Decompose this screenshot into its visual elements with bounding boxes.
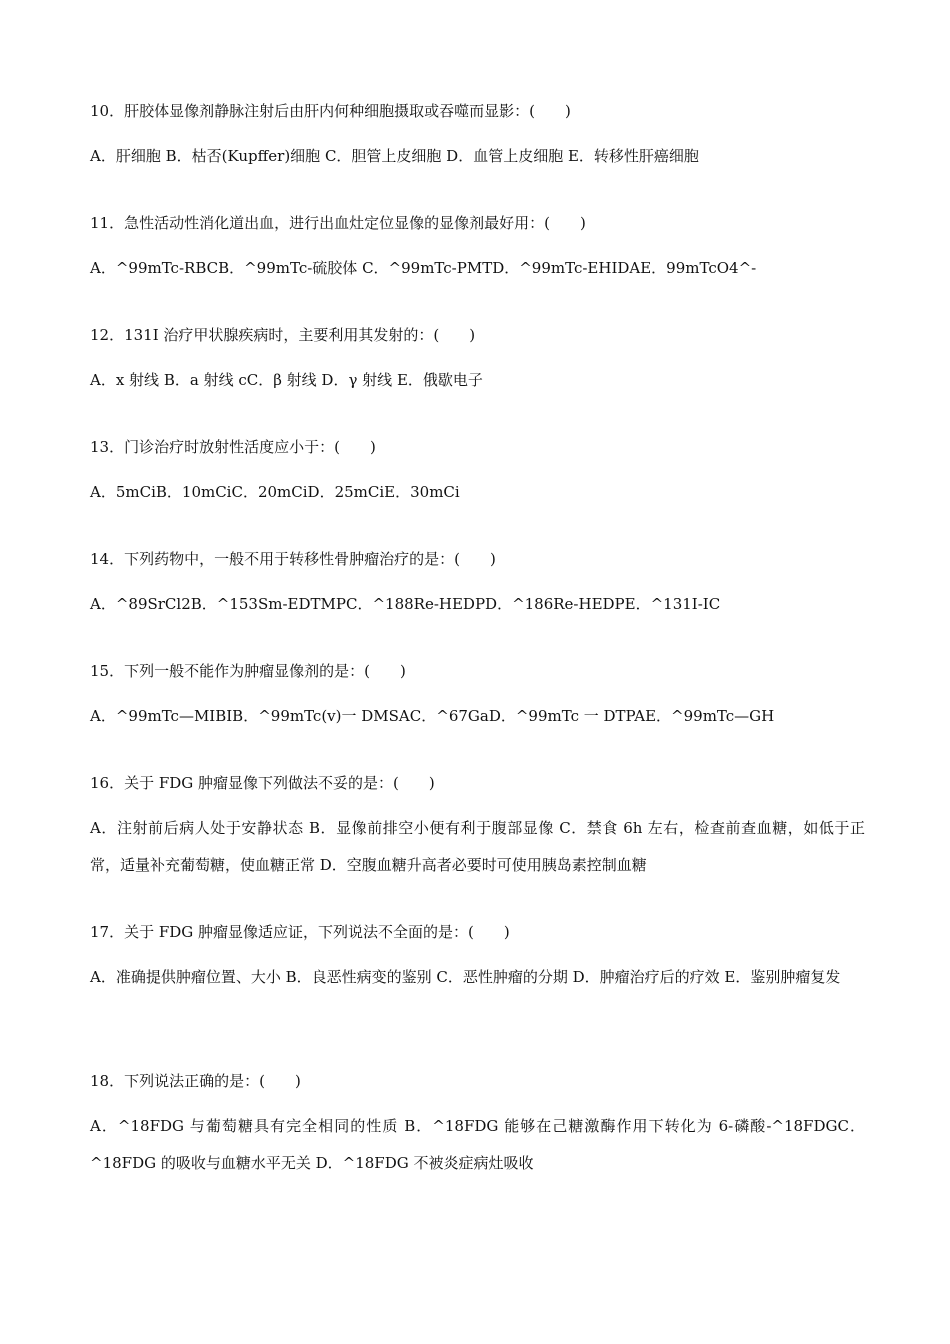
question-options: A．x 射线 B．a 射线 cC．β 射线 D．γ 射线 E．俄歇电子 bbox=[90, 371, 483, 389]
question-10 bbox=[90, 101, 865, 175]
question-stem: 14．下列药物中，一般不用于转移性骨肿瘤治疗的是：( ) bbox=[90, 550, 496, 568]
question-options: A．5mCiB．10mCiC．20mCiD．25mCiE．30mCi bbox=[90, 483, 460, 501]
question-options: A．注射前后病人处于安静状态 B．显像前排空小便有利于腹部显像 C．禁食 6h 左右，检查前查血糖，如低于正常，适量补充葡萄糖，使血糖正常 D．空腹血糖升高者必要时可使用胰岛素控制血糖 bbox=[90, 819, 865, 874]
question-options: A．准确提供肿瘤位置、大小 B．良恶性病变的鉴别 C．恶性肿瘤的分期 D．肿瘤治疗后的疗效 E．鉴别肿瘤复发 bbox=[90, 968, 841, 986]
question-15 bbox=[90, 661, 865, 735]
question-stem: 17．关于 FDG 肿瘤显像适应证，下列说法不全面的是：( ) bbox=[90, 923, 510, 941]
question-12 bbox=[90, 325, 865, 399]
question-stem: 16．关于 FDG 肿瘤显像下列做法不妥的是：( ) bbox=[90, 774, 435, 792]
question-18 bbox=[90, 1071, 865, 1182]
question-stem: 13．门诊治疗时放射性活度应小于：( ) bbox=[90, 438, 376, 456]
question-stem: 15．下列一般不能作为肿瘤显像剂的是：( ) bbox=[90, 662, 406, 680]
question-options: A．^99mTc-RBCB．^99mTc-硫胶体 C．^99mTc-PMTD．^99mTc-EHIDAE．99mTcO4^- bbox=[90, 259, 757, 277]
question-stem: 10．肝胶体显像剂静脉注射后由肝内何种细胞摄取或吞噬而显影：( ) bbox=[90, 102, 571, 120]
question-options: A．^18FDG 与葡萄糖具有完全相同的性质 B．^18FDG 能够在己糖激酶作用下转化为 6-磷酸-^18FDGC．^18FDG 的吸收与血糖水平无关 D．^18FDG 不被炎症病灶吸收 bbox=[90, 1117, 865, 1172]
question-14 bbox=[90, 549, 865, 623]
question-stem: 12．131I 治疗甲状腺疾病时，主要利用其发射的：( ) bbox=[90, 326, 476, 344]
question-options: A．肝细胞 B．枯否(Kupffer)细胞 C．胆管上皮细胞 D．血管上皮细胞 E．转移性肝癌细胞 bbox=[90, 147, 699, 165]
question-options: A．^99mTc—MIBIB．^99mTc(v)一 DMSAC．^67GaD．^99mTc 一 DTPAE．^99mTc—GH bbox=[90, 707, 775, 725]
question-17 bbox=[90, 922, 865, 996]
question-stem: 18．下列说法正确的是：( ) bbox=[90, 1072, 301, 1090]
question-13 bbox=[90, 437, 865, 511]
question-16 bbox=[90, 773, 865, 884]
question-11 bbox=[90, 213, 865, 287]
question-stem: 11．急性活动性消化道出血，进行出血灶定位显像的显像剂最好用：( ) bbox=[90, 214, 586, 232]
question-options: A．^89SrCl2B．^153Sm-EDTMPC．^188Re-HEDPD．^186Re-HEDPE．^131I-IC bbox=[90, 595, 721, 613]
